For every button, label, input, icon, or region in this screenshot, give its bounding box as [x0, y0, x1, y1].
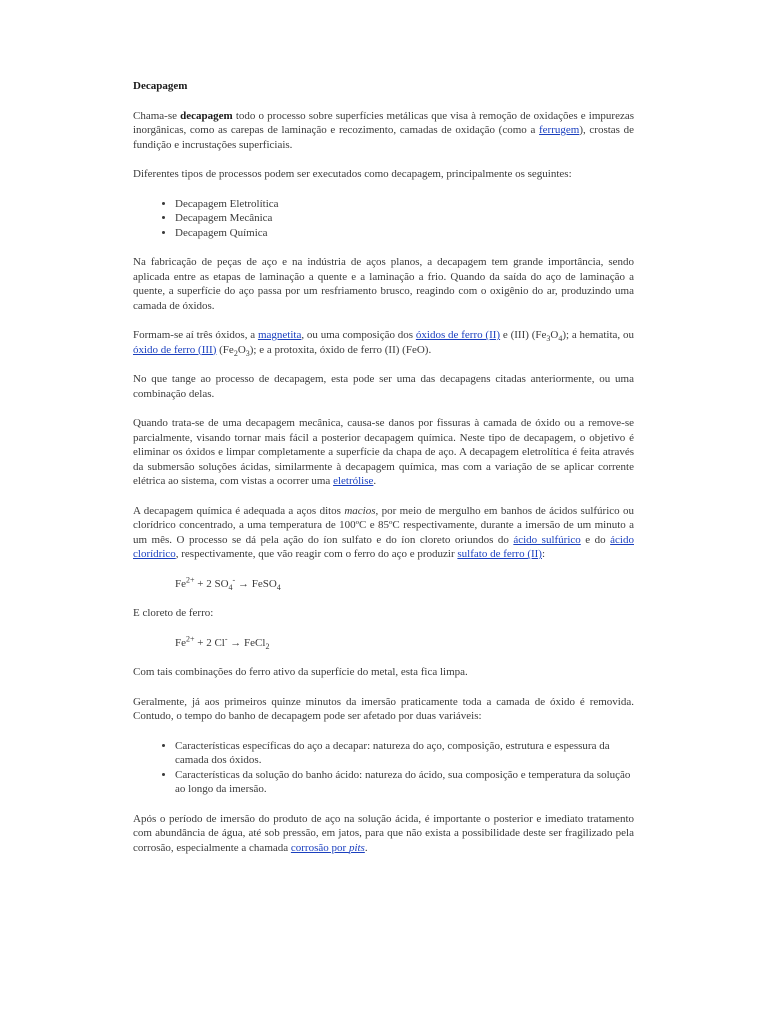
text: Fe [175, 636, 186, 649]
article-title: Decapagem [133, 80, 188, 92]
paragraph-types: Diferentes tipos de processos podem ser executados como decapagem, principalmente os seguintes: [133, 168, 572, 180]
text: (Fe [216, 343, 234, 356]
paragraph-clean: Com tais combinações do ferro ativo da superfície do metal, esta fica limpa. [133, 666, 468, 678]
text: Quando trata-se de uma decapagem mecânica, causa-se danos por fissuras à camada de óxido ou a remove-se parcialmente, visando tornar mais fácil a posterior decapagem química. Neste tipo de decapagem, o objetivo é eliminar os óxidos e limpar completamente a superfície da chapa de aço. A decapagem eletrolítica é feita através da submersão soluções ácidas, similarmente à decapagem química, mas com a variação de se aplicar corrente elétrica ao sistema, com vistas a ocorrer uma [133, 417, 634, 487]
article-body [133, 79, 634, 870]
paragraph-chloride-intro: E cloreto de ferro: [133, 607, 214, 619]
text: e do [580, 533, 611, 546]
text: + 2 Cl [194, 636, 225, 649]
link-ferrugem[interactable]: ferrugem [539, 124, 580, 136]
link-acido-cloridrico[interactable]: ácido clorídrico [133, 533, 634, 560]
paragraph-after [133, 812, 634, 856]
link-sulfato-ferro[interactable]: sulfato de ferro (II) [457, 548, 542, 560]
superscript: - [232, 574, 236, 584]
text: ); a hematita, ou [562, 329, 634, 341]
superscript: 2+ [186, 633, 195, 643]
text: . [373, 475, 377, 487]
text: , ou uma composição dos [301, 329, 416, 341]
subscript: 4 [276, 582, 281, 592]
variables-list [133, 739, 634, 797]
subscript: 4 [558, 334, 563, 344]
formula-sulfate [133, 574, 634, 592]
paragraph-intro [133, 109, 634, 153]
text: → FeSO [235, 577, 277, 590]
paragraph-mechanical [133, 416, 634, 489]
link-oxido-ferro-iii[interactable]: óxido de ferro (III) [133, 343, 217, 356]
text: , respectivamente, que vão reagir com o ferro do aço e produzir [175, 548, 458, 560]
text: . [364, 841, 368, 854]
subscript: 2 [233, 348, 238, 358]
link-italic-text: pits [348, 841, 365, 854]
bold-term: decapagem [180, 109, 233, 122]
process-list [133, 197, 634, 241]
text: O [237, 343, 246, 356]
subscript: 3 [546, 334, 551, 344]
text: todo o processo sobre superfícies metálicas que visa à remoção de oxidações e impurezas inorgânicas, como as carepas de laminação e recozimento, camadas de oxidação (como a [133, 109, 634, 136]
text: Após o período de imersão do produto de aço na solução ácida, é importante o posterior e imediato tratamento com abundância de água, até sob pressão, em jatos, para que não exista a possibilidade deste ser fragilizado pela corrosão, especialmente a chamada [133, 812, 634, 854]
subscript: 3 [245, 348, 250, 358]
list-item: • Decapagem Eletrolítica [175, 197, 634, 212]
subscript: 4 [228, 582, 233, 592]
paragraph-time: Geralmente, já aos primeiros quinze minutos da imersão praticamente toda a camada de óxido é removida. Contudo, o tempo do banho de decapagem pode ser afetado por duas variáveis: [133, 695, 634, 722]
text: : [541, 548, 546, 560]
link-corrosao-pits[interactable] [291, 842, 365, 854]
formula-chloride [133, 633, 634, 651]
paragraph-industry: Na fabricação de peças de aço e na indústria de aços planos, a decapagem tem grande importância, sendo aplicada entre as etapas de laminação a quente e a laminação a frio. Quando da saída do aço de laminação a quente, a superfície do aço passa por um resfriamento brusco, reagindo com o oxigênio do ar, produzindo uma camada de óxidos. [133, 256, 634, 312]
list-item: • Características específicas do aço a decapar: natureza do aço, composição, estrutura e espessura da camada dos óxidos. [175, 739, 634, 768]
subscript: 2 [265, 641, 270, 651]
list-item: • Decapagem Química [175, 226, 634, 241]
paragraph-combination: No que tange ao processo de decapagem, esta pode ser uma das decapagens citadas anteriormente, ou uma combinação delas. [133, 373, 634, 400]
text: O [550, 329, 559, 341]
text: A decapagem química é adequada a aços ditos [133, 504, 345, 517]
superscript: 2+ [186, 574, 195, 584]
text: Fe [175, 577, 186, 590]
link-oxidos-ferro-ii[interactable]: óxidos de ferro (II) [415, 329, 501, 341]
text: → FeCl [227, 636, 266, 649]
paragraph-oxides [133, 328, 634, 357]
link-magnetita[interactable]: magnetita [257, 329, 302, 341]
link-acido-sulfurico[interactable]: ácido sulfúrico [513, 533, 581, 546]
text: e (III) (Fe [500, 329, 547, 341]
text: Formam-se aí três óxidos, a [133, 329, 258, 341]
paragraph-chemical [133, 504, 634, 562]
superscript: - [224, 633, 228, 643]
text: Chama-se [133, 109, 181, 122]
italic-term: macios [344, 504, 376, 517]
text: ), crostas de fundição e incrustações superficiais. [133, 124, 635, 151]
text: + 2 SO [194, 577, 229, 590]
link-text: corrosão por [290, 841, 349, 854]
link-eletrolise[interactable]: eletrólise [333, 475, 374, 487]
text: ); e a protoxita, óxido de ferro (II) (FeO). [249, 343, 432, 356]
text: , por meio de mergulho em banhos de ácidos sulfúrico ou clorídrico concentrado, a uma temperatura de 100ºC e 85ºC respectivamente, durante a imersão de um minuto a um mês. O processo se dá pela ação do íon sulfato e do íon cloreto oriundos do [133, 504, 634, 546]
list-item: • Decapagem Mecânica [175, 211, 634, 226]
list-item: • Características da solução do banho ácido: natureza do ácido, sua composição e temperatura da solução ao longo da imersão. [175, 768, 634, 797]
